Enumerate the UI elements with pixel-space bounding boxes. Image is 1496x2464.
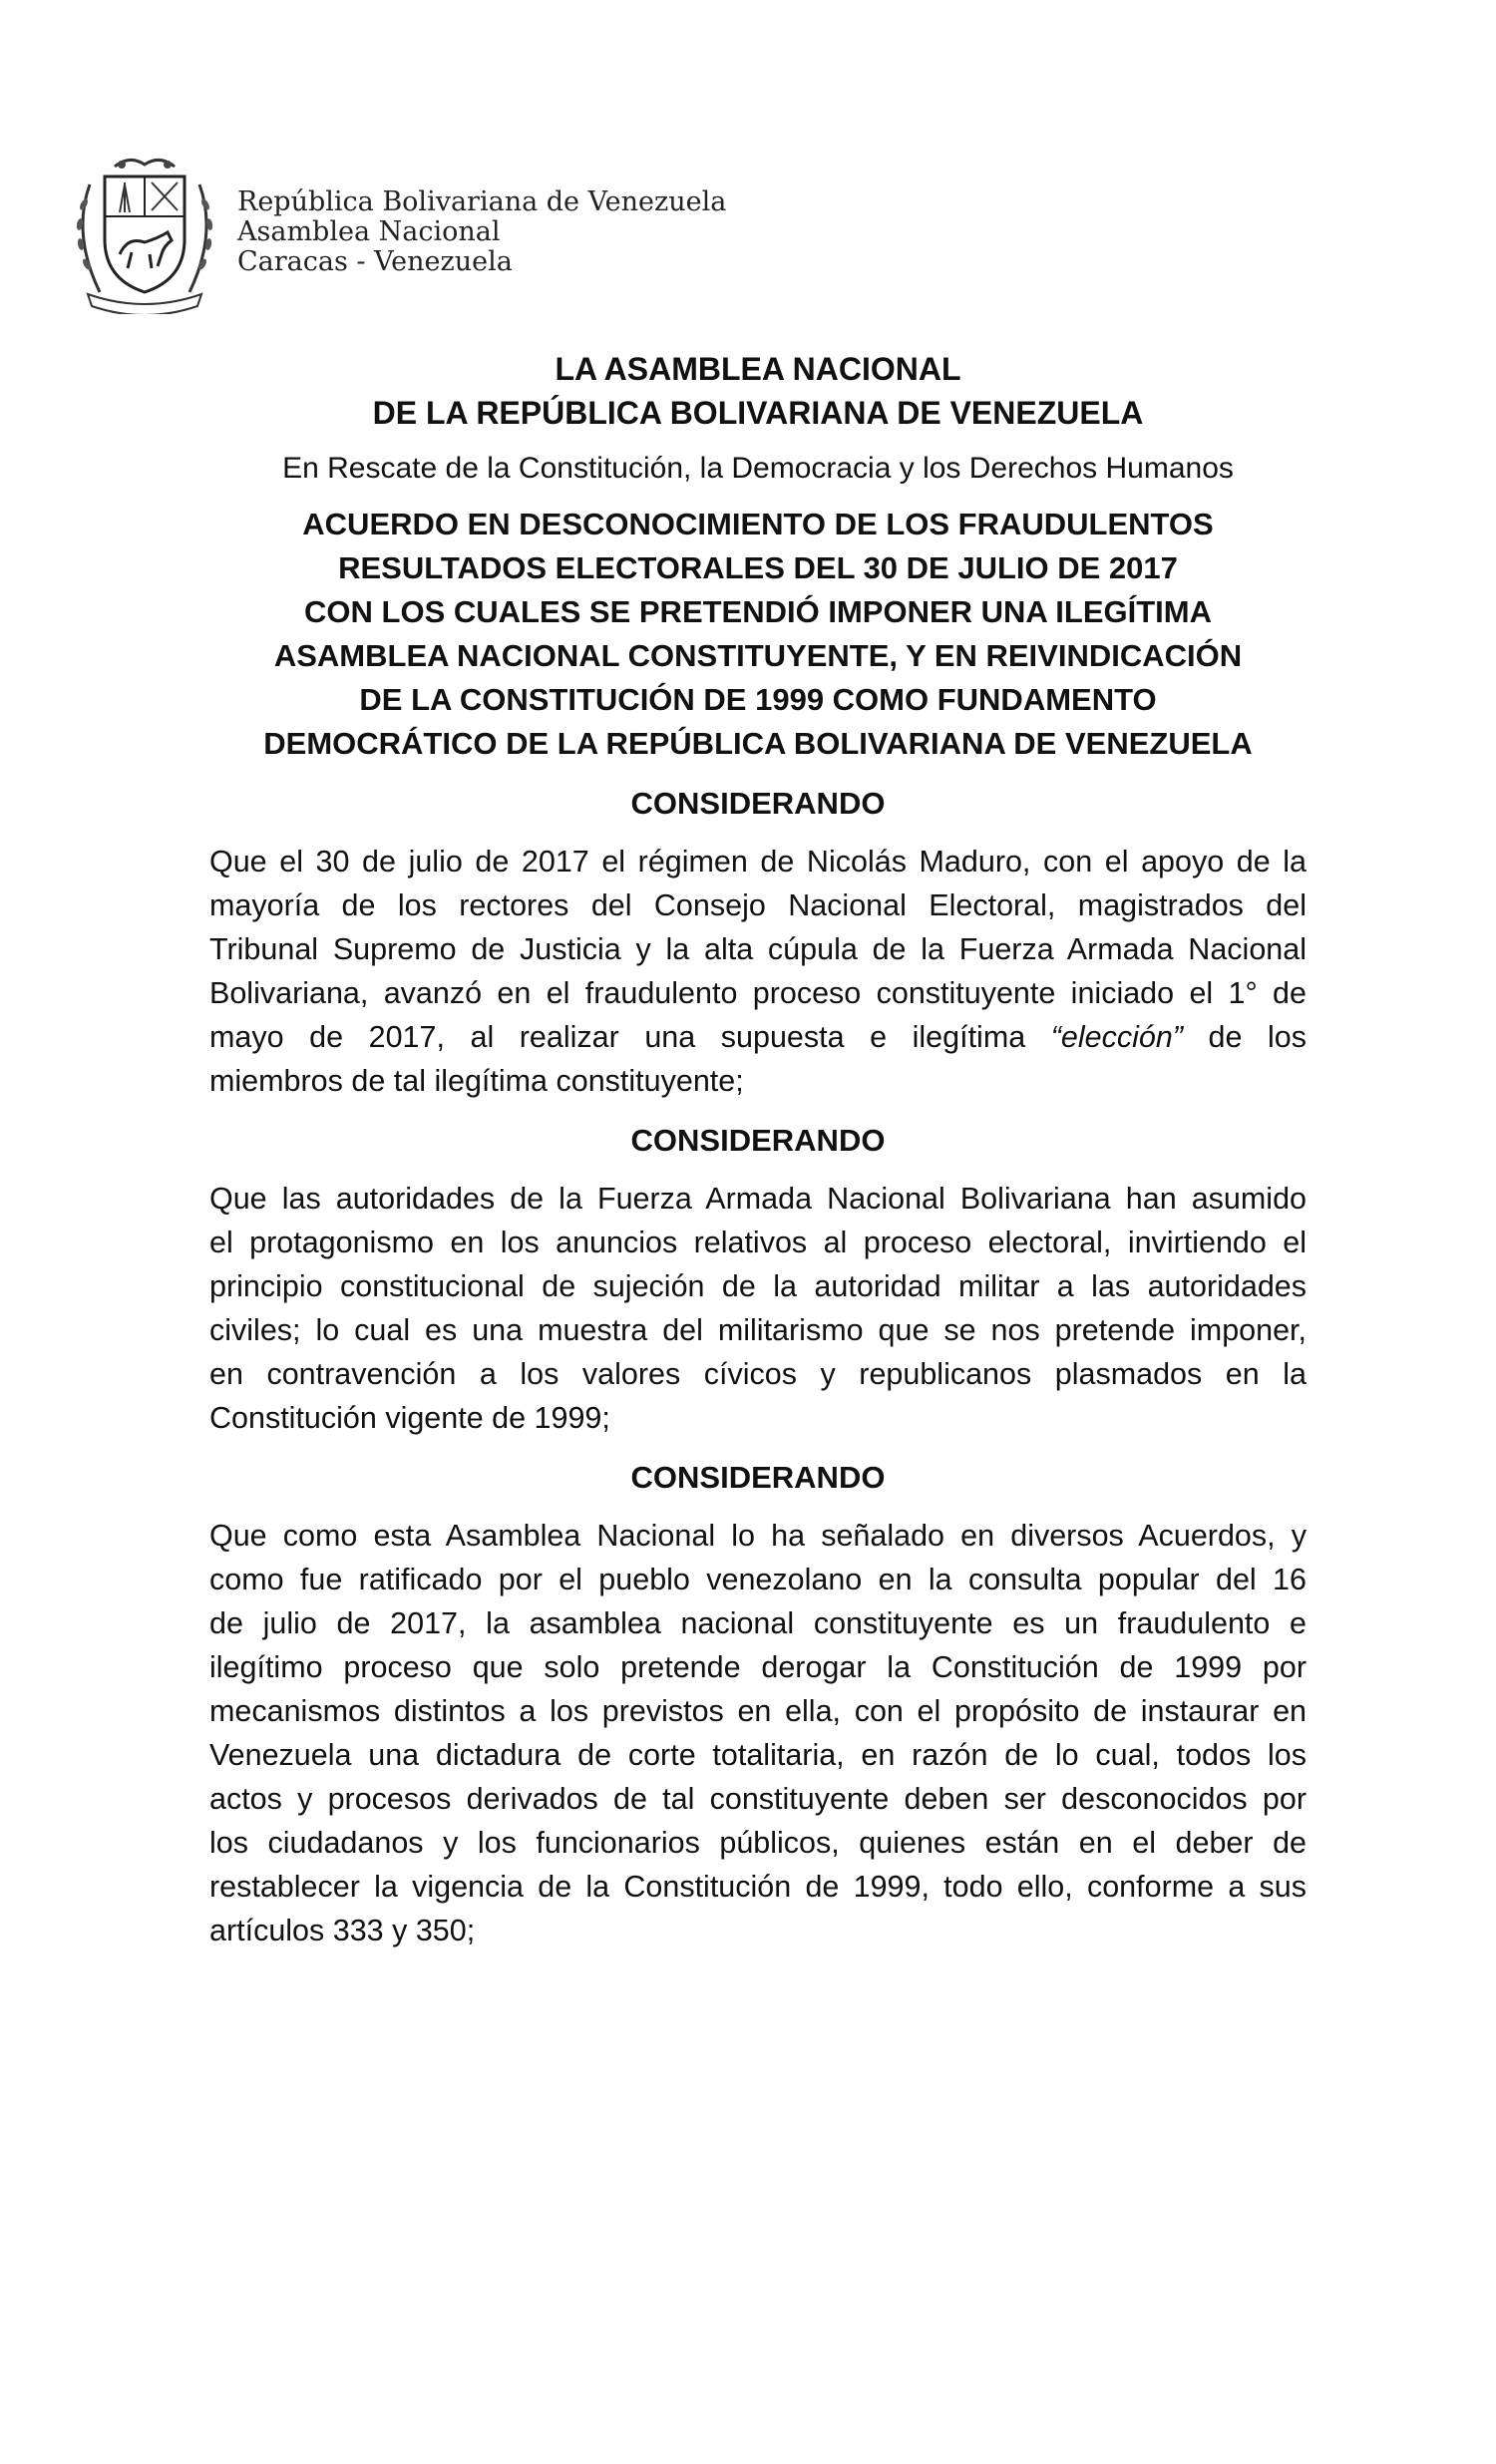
considerando-paragraph-3 <box>209 1514 1307 1952</box>
paragraph-line: Que como esta Asamblea Nacional lo ha señalado en diversos Acuerdos, y <box>209 1519 1307 1553</box>
paragraph-line: restablecer la vigencia de la Constitución de 1999, todo ello, conforme a sus <box>209 1870 1307 1904</box>
paragraph-line: civiles; lo cual es una muestra del militarismo que se nos pretende imponer, <box>209 1313 1307 1347</box>
considerando-heading: CONSIDERANDO <box>630 786 886 821</box>
title-line-2: DE LA REPÚBLICA BOLIVARIANA DE VENEZUELA <box>372 395 1144 431</box>
paragraph-line: actos y procesos derivados de tal constituyente deben ser desconocidos por <box>209 1782 1307 1816</box>
paragraph-line: mecanismos distintos a los previstos en ella, con el propósito de instaurar en <box>209 1694 1307 1728</box>
paragraph-line: Que las autoridades de la Fuerza Armada Nacional Bolivariana han asumido <box>209 1182 1307 1216</box>
subtitle: En Rescate de la Constitución, la Democracia y los Derechos Humanos <box>282 452 1234 485</box>
considerando-heading: CONSIDERANDO <box>630 1123 886 1158</box>
agreement-line: DE LA CONSTITUCIÓN DE 1999 COMO FUNDAMENTO <box>359 682 1157 717</box>
considerando-paragraph-2 <box>209 1177 1307 1440</box>
paragraph-line: el protagonismo en los anuncios relativos al proceso electoral, invirtiendo el <box>209 1226 1307 1259</box>
considerando-heading: CONSIDERANDO <box>630 1460 886 1495</box>
agreement-line: CON LOS CUALES SE PRETENDIÓ IMPONER UNA ILEGÍTIMA <box>304 594 1212 629</box>
paragraph-line: Constitución vigente de 1999; <box>209 1401 610 1435</box>
paragraph-line: como fue ratificado por el pueblo venezolano en la consulta popular del 16 <box>209 1563 1307 1596</box>
letterhead-line-city: Caracas - Venezuela <box>237 246 513 277</box>
agreement-line: ASAMBLEA NACIONAL CONSTITUYENTE, Y EN REIVINDICACIÓN <box>273 638 1243 673</box>
paragraph-line: Que el 30 de julio de 2017 el régimen de Nicolás Maduro, con el apoyo de la <box>209 845 1307 879</box>
letterhead-line-assembly: Asamblea Nacional <box>237 216 501 247</box>
paragraph-line-tail: de los <box>1208 1020 1307 1054</box>
italic-word: “elección” <box>1050 1020 1183 1054</box>
paragraph-line: ilegítimo proceso que solo pretende derogar la Constitución de 1999 por <box>209 1650 1307 1684</box>
title-line-1: LA ASAMBLEA NACIONAL <box>555 351 961 387</box>
letterhead-line-republic: República Bolivariana de Venezuela <box>237 186 727 217</box>
agreement-line: DEMOCRÁTICO DE LA REPÚBLICA BOLIVARIANA DE VENEZUELA <box>263 726 1253 761</box>
page-title <box>209 347 1307 435</box>
paragraph-line: mayoría de los rectores del Consejo Nacional Electoral, magistrados del <box>209 888 1307 922</box>
agreement-line: RESULTADOS ELECTORALES DEL 30 DE JULIO DE 2017 <box>338 550 1178 585</box>
coat-of-arms-icon <box>70 155 219 314</box>
paragraph-line-text: mayo de 2017, al realizar una supuesta e ilegítima <box>209 1020 1026 1054</box>
document-body <box>209 347 1307 1952</box>
paragraph-line: Tribunal Supremo de Justicia y la alta cúpula de la Fuerza Armada Nacional <box>209 932 1307 966</box>
paragraph-line: artículos 333 y 350; <box>209 1914 476 1947</box>
paragraph-line: Venezuela una dictadura de corte totalitaria, en razón de lo cual, todos los <box>209 1738 1307 1772</box>
agreement-title <box>209 503 1307 766</box>
paragraph-line: miembros de tal ilegítima constituyente; <box>209 1064 744 1098</box>
agreement-line: ACUERDO EN DESCONOCIMIENTO DE LOS FRAUDULENTOS <box>302 507 1214 541</box>
paragraph-line: los ciudadanos y los funcionarios públicos, quienes están en el deber de <box>209 1826 1307 1860</box>
letterhead <box>70 155 768 314</box>
paragraph-line: en contravención a los valores cívicos y republicanos plasmados en la <box>209 1357 1307 1391</box>
paragraph-line: Bolivariana, avanzó en el fraudulento proceso constituyente iniciado el 1° de <box>209 976 1307 1010</box>
paragraph-line <box>209 1015 1307 1059</box>
paragraph-line: principio constitucional de sujeción de la autoridad militar a las autoridades <box>209 1269 1307 1303</box>
considerando-paragraph-1 <box>209 840 1307 1103</box>
paragraph-line: de julio de 2017, la asamblea nacional constituyente es un fraudulento e <box>209 1606 1307 1640</box>
